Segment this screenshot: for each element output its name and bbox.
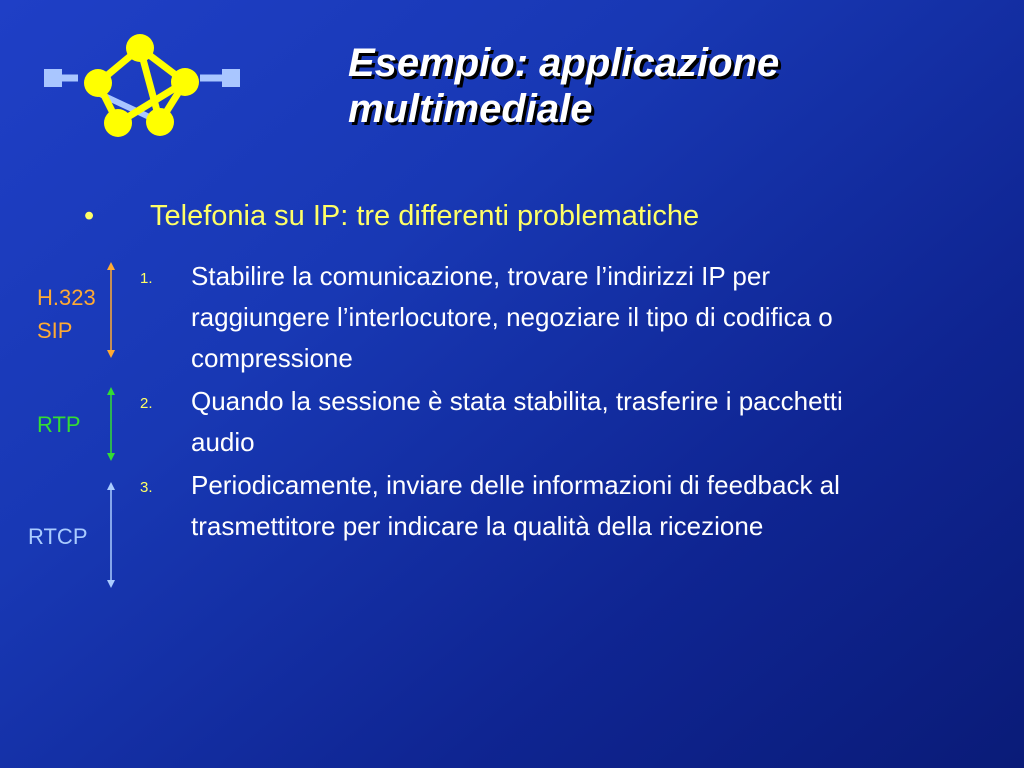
double-arrow-icon xyxy=(107,262,115,358)
protocol-arrows xyxy=(0,0,130,600)
label-rtp: RTP xyxy=(37,412,81,437)
label-rtcp: RTCP xyxy=(28,524,88,549)
list-item-number: 2. xyxy=(140,395,153,412)
list-item-text: Periodicamente, inviare delle informazioni di feedback al trasmettitore per indicare la qualità della ricezione xyxy=(191,470,840,541)
slide-title xyxy=(348,40,779,132)
slide-title-line-2: multimediale xyxy=(348,87,593,131)
double-arrow-icon xyxy=(107,482,115,588)
bullet-marker: • xyxy=(84,200,95,232)
list-item-number: 1. xyxy=(140,270,153,287)
list-item-text: Quando la sessione è stata stabilita, trasferire i pacchetti audio xyxy=(191,386,843,457)
bullet-text: Telefonia su IP: tre differenti problematiche xyxy=(150,200,700,232)
main-bullet xyxy=(84,200,699,233)
list-item-number: 3. xyxy=(140,479,153,496)
numbered-list xyxy=(140,256,930,549)
list-item-text: Stabilire la comunicazione, trovare l’indirizzi IP per raggiungere l’interlocutore, negoziare il tipo di codifica o compressione xyxy=(191,261,833,373)
double-arrow-icon xyxy=(107,387,115,461)
list-item xyxy=(140,256,930,379)
slide-title-line-1: Esempio: applicazione xyxy=(348,41,780,85)
list-item xyxy=(140,381,930,463)
list-item xyxy=(140,465,930,547)
label-h323: H.323 xyxy=(37,285,96,310)
label-sip: SIP xyxy=(37,318,73,343)
